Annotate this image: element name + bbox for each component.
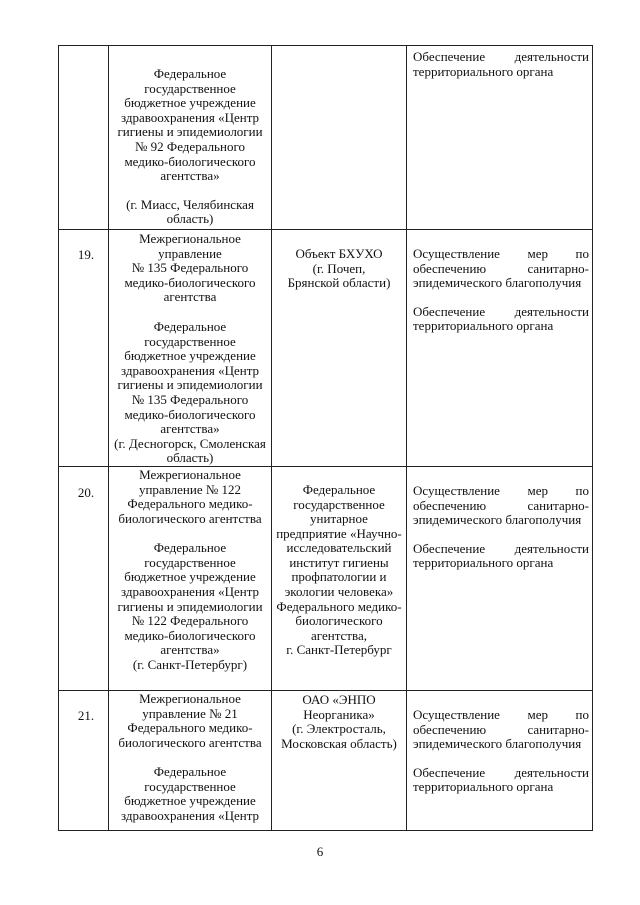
organization-text: Федеральное государственное бюджетное учреждение здравоохранения «Центр гигиены и эпидемиологии № 135 Федерального медико-биологического агентства» (г. Десногорск, Смоленская область) [114,318,266,466]
organization-cell [109,690,272,830]
organization-head: Межрегиональное управление № 122 Федерального медико- биологического агентства [118,466,262,526]
organization-text: Федеральное государственное бюджетное учреждение здравоохранения «Центр гигиены и эпидемиологии № 122 Федерального медико-биологического агентства» (г. Санкт-Петербург) [117,540,263,673]
object-text: Федеральное государственное унитарное предприятие «Научно- исследовательский институт гигиены профпатологии и экологии человека» Федерального медико- биологического агентства, г. Санкт-Петербург [276,481,402,658]
activity-text: Обеспечение деятельности территориального органа [413,303,589,334]
object-cell [272,46,407,230]
object-cell [272,230,407,467]
document-table [58,45,593,831]
activity-text: Обеспечение деятельности территориального органа [413,540,589,571]
row-number-cell: 20. [59,466,109,690]
activities-cell [407,46,593,230]
table-row [59,690,593,830]
object-text: ОАО «ЭНПО Неорганика» (г. Электросталь, Московская область) [281,691,397,751]
organization-cell [109,230,272,467]
organization-cell [109,46,272,230]
organization-location: (г. Миасс, Челябинская область) [126,196,254,227]
organization-text: Федеральное государственное бюджетное учреждение здравоохранения «Центр [120,764,260,824]
table-row [59,466,593,690]
page-number: 6 [316,844,324,859]
activities-cell [407,466,593,690]
row-number-cell: 21. [59,690,109,830]
organization-head: Межрегиональное управление № 135 Федерального медико-биологического агентства [124,231,256,305]
object-cell [272,466,407,690]
activity-text: Осуществление мер по обеспечению санитарно-эпидемического благополучия [413,706,589,752]
organization-cell [109,466,272,690]
table-row [59,46,593,230]
activities-cell [407,690,593,830]
row-number-cell [59,46,109,230]
organization-text: Федеральное государственное бюджетное учреждение здравоохранения «Центр гигиены и эпидемиологии № 92 Федерального медико-биологического агентства» [117,66,263,184]
organization-head: Межрегиональное управление № 21 Федерального медико- биологического агентства [118,690,262,750]
activity-text: Осуществление мер по обеспечению санитарно-эпидемического благополучия [413,482,589,528]
activities-cell [407,230,593,467]
object-cell [272,690,407,830]
activity-text: Осуществление мер по обеспечению санитарно-эпидемического благополучия [413,246,589,291]
activity-text: Обеспечение деятельности территориального органа [413,49,589,79]
row-number-cell: 19. [59,230,109,467]
object-text: Объект БХУХО (г. Почеп, Брянской области) [287,246,391,291]
table-row [59,230,593,467]
activity-text: Обеспечение деятельности территориального органа [413,764,589,795]
